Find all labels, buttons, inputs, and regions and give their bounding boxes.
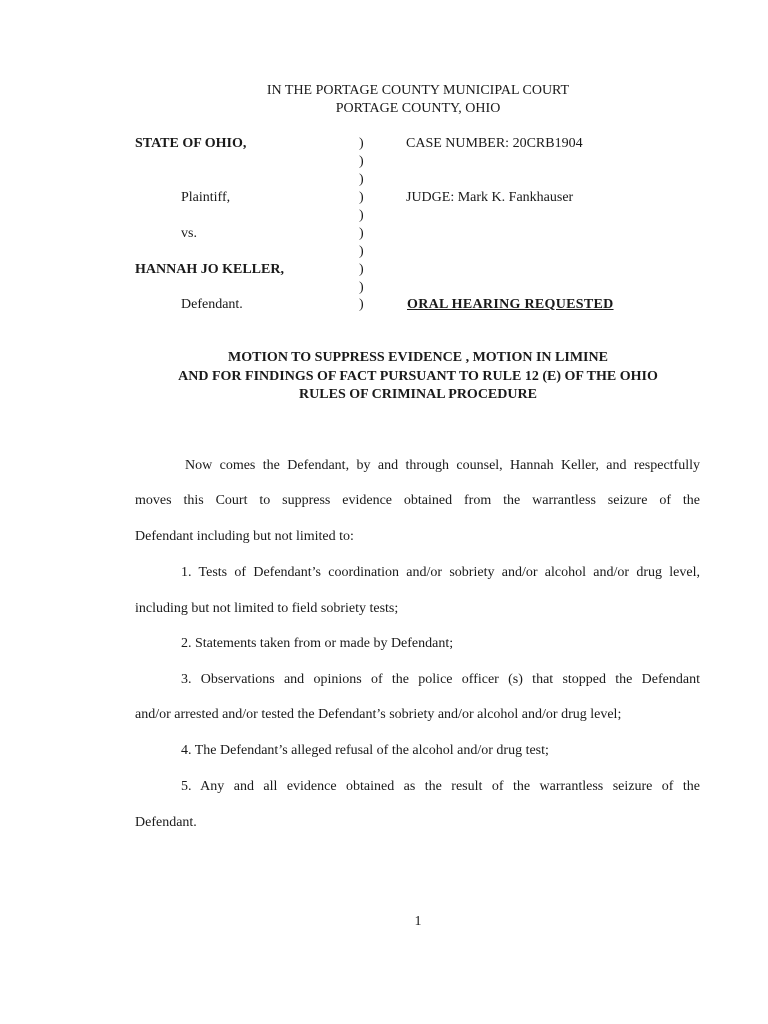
plaintiff-name: STATE OF OHIO, [135,136,247,151]
intro-paragraph-line: moves this Court to suppress evidence obtained from the warrantless seizure of the [135,493,700,508]
caption-paren: ) [359,244,364,259]
court-name: IN THE PORTAGE COUNTY MUNICIPAL COURT [266,83,570,98]
caption-paren: ) [359,208,364,223]
case-caption [0,0,768,330]
list-item-5: 5. Any and all evidence obtained as the result of the warrantless seizure of the [181,779,700,794]
list-item-3-continued: and/or arrested and/or tested the Defendant’s sobriety and/or alcohol and/or drug level; [135,707,622,722]
versus-label: vs. [181,226,197,241]
court-county: PORTAGE COUNTY, OHIO [335,101,501,116]
list-item-1-continued: including but not limited to field sobriety tests; [135,601,399,616]
caption-paren: ) [359,136,364,151]
intro-paragraph-line: Now comes the Defendant, by and through counsel, Hannah Keller, and respectfully [185,458,700,473]
caption-paren: ) [359,226,364,241]
caption-paren: ) [359,172,364,187]
defendant-role: Defendant. [181,297,243,312]
case-number: CASE NUMBER: 20CRB1904 [406,136,583,151]
caption-paren: ) [359,297,364,312]
caption-paren: ) [359,262,364,277]
list-item-3: 3. Observations and opinions of the police officer (s) that stopped the Defendant [181,672,700,687]
list-item-4: 4. The Defendant’s alleged refusal of the alcohol and/or drug test; [181,743,549,758]
list-item-1: 1. Tests of Defendant’s coordination and/or sobriety and/or alcohol and/or drug level, [181,565,700,580]
list-item-5-continued: Defendant. [135,815,197,830]
list-item-2: 2. Statements taken from or made by Defendant; [181,636,454,651]
oral-hearing-requested: ORAL HEARING REQUESTED [407,297,614,312]
judge-name: JUDGE: Mark K. Fankhauser [406,190,574,205]
caption-paren: ) [359,280,364,295]
motion-title-line: RULES OF CRIMINAL PROCEDURE [299,387,537,402]
intro-paragraph-line: Defendant including but not limited to: [135,529,354,544]
caption-paren: ) [359,154,364,169]
motion-title [0,349,768,405]
motion-title-line: AND FOR FINDINGS OF FACT PURSUANT TO RULE 12 (E) OF THE OHIO [178,368,658,384]
plaintiff-role: Plaintiff, [181,190,231,205]
page-number: 1 [414,914,422,929]
motion-title-line: MOTION TO SUPPRESS EVIDENCE , MOTION IN LIMINE [228,350,608,365]
defendant-name: HANNAH JO KELLER, [135,262,284,277]
caption-paren: ) [359,190,364,205]
